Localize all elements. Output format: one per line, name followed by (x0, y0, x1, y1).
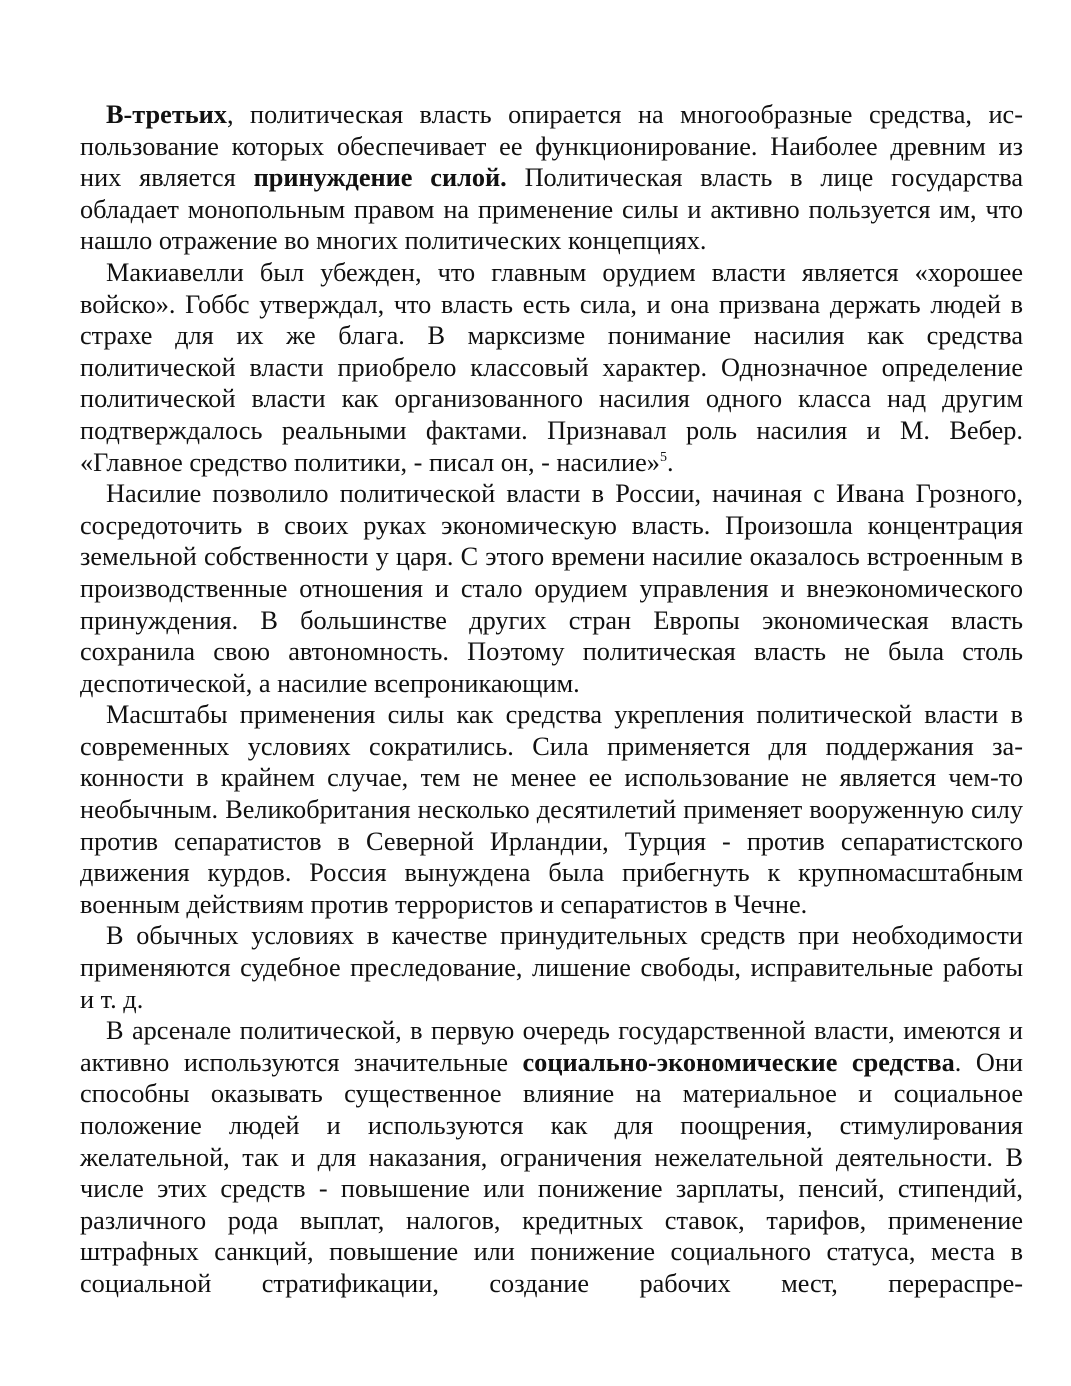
text-run: Политическая власть в лице государства обладает монопольным правом на применение силы и активно пользуется им, что нашло отражение во многих политических концепциях. (80, 163, 1023, 256)
bold-term: В-третьих (106, 100, 227, 129)
paragraph-p4 (80, 699, 1023, 920)
text-run: В обычных условиях в качестве принудительных средств при необходимости применяются судебное преследование, лишение свободы, исправительные работы и т. д. (80, 921, 1023, 1014)
paragraph-p3 (80, 478, 1023, 699)
document-page (80, 99, 1023, 1300)
text-run: , политическая власть опирается на многообразные средства, использование которых обеспечивает ее функционирование. Наиболее древним из них является (80, 100, 1023, 193)
text-run: Макиавелли был убежден, что главным орудием власти является «хорошее войско». Гоббс утверждал, что власть есть сила, и она призвана держать людей в страхе для их же блага. В марксизме понимание насилия как средства политической власти приобрело классовый характер. Однозначное определение политической власти как организованного насилия одного класса над другим подтверждалось реальными фактами. Признавал роль насилия и М. Вебер. «Главное средство политики, - писал он, - насилие» (80, 257, 1023, 477)
bold-term: социально-экономические средства (522, 1047, 955, 1077)
footnote-ref: 5 (659, 449, 667, 465)
bold-term: принуждение силой. (253, 163, 507, 193)
paragraph-p2 (80, 257, 1023, 478)
text-run: . (666, 447, 674, 477)
paragraph-p5 (80, 920, 1023, 1015)
paragraph-p6 (80, 1015, 1023, 1299)
text-run: В арсенале политической, в первую очередь государственной власти, имеются и активно используются значительные (80, 1016, 1023, 1077)
text-run: . Они способны оказывать существенное влияние на материальное и социальное положение людей и используются как для поощрения, стимулирования желательной, так и для наказания, ограничения нежелательной деятельности. В числе этих средств - повышение или понижение зарплаты, пенсий, стипендий, различного рода выплат, налогов, кредитных ставок, тарифов, применение штрафных санкций, повышение или понижение социального статуса, места в социальной стратификации, создание рабочих мест, перераспре- (80, 1047, 1023, 1298)
text-run: Насилие позволило политической власти в России, начиная с Ивана Грозного, сосредоточить в своих руках экономическую власть. Произошла концентрация земельной собственности у царя. С этого времени насилие оказалось встроенным в производственные отношения и стало орудием управления и внеэкономического принуждения. В большинстве других стран Европы экономическая власть сохранила свою автономность. Поэтому политическая власть не была столь деспотической, а насилие всепроникающим. (80, 479, 1023, 698)
text-run: Масштабы применения силы как средства укрепления политической власти в современных условиях сократились. Сила применяется для поддержания законности в крайнем случае, тем не менее ее использование не является чем-то необычным. Великобритания несколько десятилетий применяет вооруженную силу против сепаратистов в Северной Ирландии, Турция - против сепаратистского движения курдов. Россия вынуждена была прибегнуть к крупномасштабным военным действиям против террористов и сепаратистов в Чечне. (80, 700, 1023, 919)
paragraph-p1 (80, 99, 1023, 257)
